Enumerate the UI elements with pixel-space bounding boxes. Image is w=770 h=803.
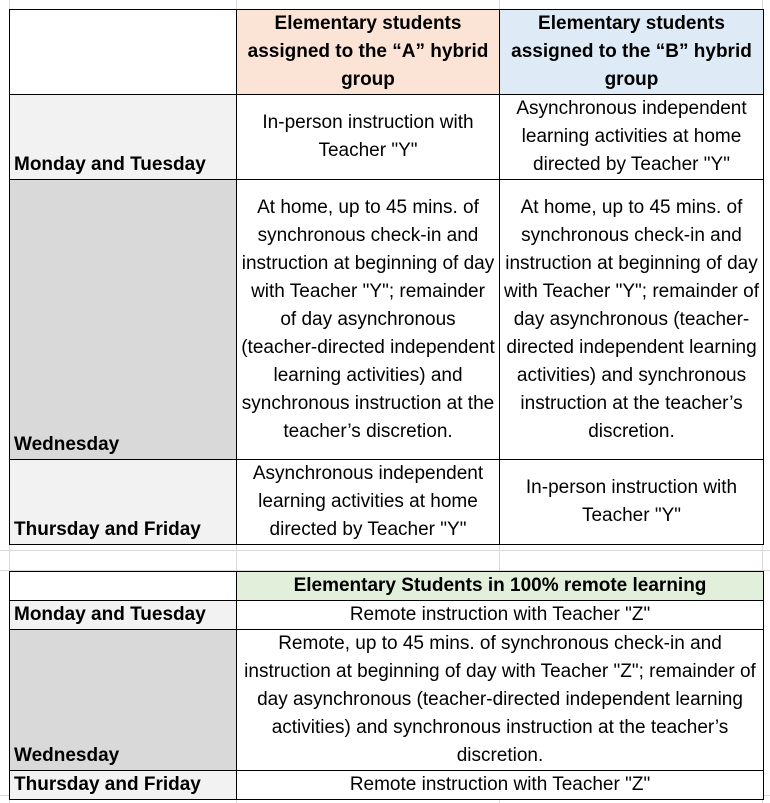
remote-thu-fri-cell: Remote instruction with Teacher "Z" — [237, 771, 764, 800]
remote-schedule-table — [9, 571, 764, 800]
remote-header-row — [10, 572, 764, 601]
day-label-wednesday: Wednesday — [10, 180, 237, 460]
remote-wednesday-cell: Remote, up to 45 mins. of synchronous check-in and instruction at beginning of day with Teacher "Z"; remainder of day asynchronous (teacher-directed independent learning activities) and synchronous instruction at the teacher’s discretion. — [237, 630, 764, 771]
hybrid-corner-cell — [10, 10, 237, 95]
group-a-thu-fri-cell: Asynchronous independent learning activities at home directed by Teacher "Y" — [237, 460, 500, 545]
remote-mon-tue-cell: Remote instruction with Teacher "Z" — [237, 601, 764, 630]
group-b-mon-tue-cell: Asynchronous independent learning activities at home directed by Teacher "Y" — [500, 95, 764, 180]
remote-day-label-wednesday: Wednesday — [10, 630, 237, 771]
day-label-mon-tue: Monday and Tuesday — [10, 95, 237, 180]
remote-header: Elementary Students in 100% remote learning — [237, 572, 764, 601]
table-row — [10, 630, 764, 771]
group-b-wednesday-cell: At home, up to 45 mins. of synchronous check-in and instruction at beginning of day with Teacher "Y"; remainder of day asynchronous (teacher-directed independent learning activities) and synchronous instruction at the teacher’s discretion. — [500, 180, 764, 460]
day-label-thu-fri: Thursday and Friday — [10, 460, 237, 545]
remote-day-label-mon-tue: Monday and Tuesday — [10, 601, 237, 630]
group-b-header: Elementary students assigned to the “B” hybrid group — [500, 10, 764, 95]
remote-day-label-thu-fri: Thursday and Friday — [10, 771, 237, 800]
remote-corner-cell — [10, 572, 237, 601]
group-a-header: Elementary students assigned to the “A” hybrid group — [237, 10, 500, 95]
table-row — [10, 460, 764, 545]
table-row — [10, 601, 764, 630]
table-row — [10, 771, 764, 800]
group-a-wednesday-cell: At home, up to 45 mins. of synchronous check-in and instruction at beginning of day with Teacher "Y"; remainder of day asynchronous (teacher-directed independent learning activities) and synchronous instruction at the teacher’s discretion. — [237, 180, 500, 460]
hybrid-header-row — [10, 10, 764, 95]
table-row — [10, 95, 764, 180]
hybrid-schedule-table — [9, 9, 764, 545]
group-b-thu-fri-cell: In-person instruction with Teacher "Y" — [500, 460, 764, 545]
group-a-mon-tue-cell: In-person instruction with Teacher "Y" — [237, 95, 500, 180]
table-row — [10, 180, 764, 460]
